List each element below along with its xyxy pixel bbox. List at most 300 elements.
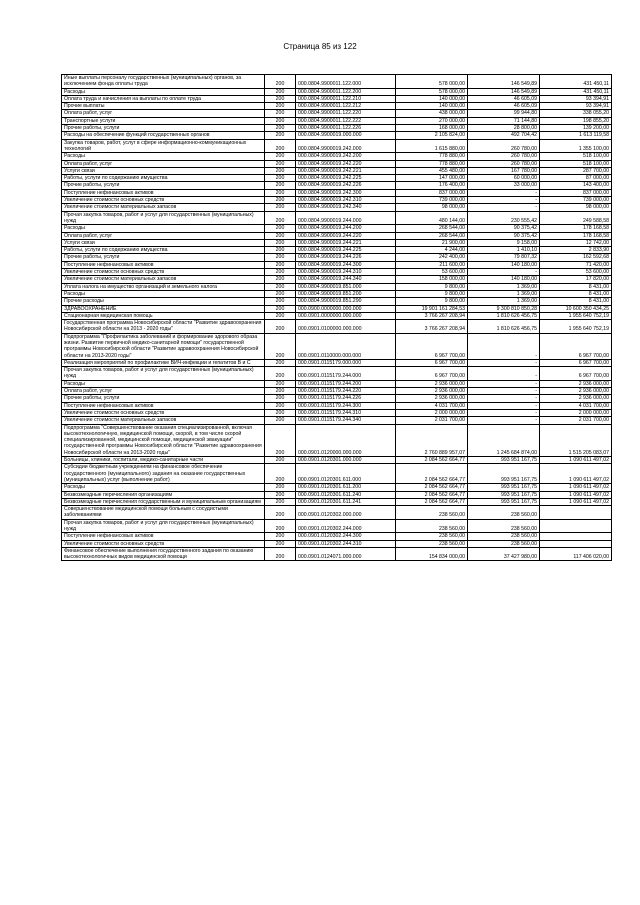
row-classification-code-cell: 000.0901.0115179.244.300 bbox=[296, 402, 396, 409]
row-classification-code-cell: 000.0901.0120301.611.200 bbox=[296, 484, 396, 491]
row-unexecuted-amount-cell: 1 613 119,58 bbox=[540, 132, 612, 139]
row-unexecuted-amount-cell: 518 100,00 bbox=[540, 160, 612, 167]
row-unexecuted-amount-cell bbox=[540, 519, 612, 533]
row-name-cell: Расходы bbox=[62, 153, 265, 160]
row-classification-code-cell: 000.0804.9900019.242.226 bbox=[296, 182, 396, 189]
row-approved-amount-cell: 238 560,00 bbox=[396, 540, 468, 547]
table-row bbox=[62, 189, 612, 196]
table-row bbox=[62, 457, 612, 464]
row-unexecuted-amount-cell: 1 955 640 752,19 bbox=[540, 312, 612, 319]
row-executed-amount-cell: - bbox=[468, 367, 540, 381]
row-approved-amount-cell: 3 766 267 208,94 bbox=[396, 312, 468, 319]
table-row bbox=[62, 305, 612, 312]
row-name-cell: Увеличение стоимости основных средств bbox=[62, 269, 265, 276]
row-name-cell: Прочая закупка товаров, работ и услуг для государственных (муниципальных) нужд bbox=[62, 211, 265, 225]
row-code-cell: 200 bbox=[265, 290, 296, 297]
page-header: Страница 85 из 122 bbox=[283, 42, 357, 51]
row-executed-amount-cell: - bbox=[468, 197, 540, 204]
row-code-cell: 200 bbox=[265, 167, 296, 174]
row-code-cell: 200 bbox=[265, 95, 296, 102]
row-classification-code-cell: 000.0804.9900019.000.000 bbox=[296, 132, 396, 139]
row-name-cell: Прочие работы, услуги bbox=[62, 254, 265, 261]
table-row bbox=[62, 197, 612, 204]
row-code-cell: 200 bbox=[265, 283, 296, 290]
row-executed-amount-cell: 993 951 167,75 bbox=[468, 464, 540, 484]
row-name-cell: Финансовое обеспечение выполнения государственного задания по оказанию высокотехнологичных видов медицинской помощи bbox=[62, 547, 265, 561]
table-row bbox=[62, 424, 612, 456]
row-classification-code-cell: 000.0901.0124071.000.000 bbox=[296, 547, 396, 561]
row-approved-amount-cell: 140 000,00 bbox=[396, 103, 468, 110]
row-unexecuted-amount-cell: 71 420,00 bbox=[540, 261, 612, 268]
row-unexecuted-amount-cell bbox=[540, 540, 612, 547]
row-executed-amount-cell: 1 410,10 bbox=[468, 247, 540, 254]
row-name-cell: Увеличение стоимости основных средств bbox=[62, 409, 265, 416]
row-approved-amount-cell: 739 000,00 bbox=[396, 197, 468, 204]
row-unexecuted-amount-cell: 162 592,68 bbox=[540, 254, 612, 261]
row-executed-amount-cell: 9 300 810 850,28 bbox=[468, 305, 540, 312]
row-code-cell: 200 bbox=[265, 533, 296, 540]
row-classification-code-cell: 000.0804.9900019.851.200 bbox=[296, 290, 396, 297]
table-row bbox=[62, 276, 612, 283]
row-classification-code-cell: 000.0901.0120301.000.000 bbox=[296, 457, 396, 464]
row-unexecuted-amount-cell: 249 588,58 bbox=[540, 211, 612, 225]
row-code-cell: 200 bbox=[265, 197, 296, 204]
row-executed-amount-cell: 238 560,00 bbox=[468, 519, 540, 533]
row-name-cell: Больницы, клиники, госпитали, медико-санитарные части bbox=[62, 457, 265, 464]
row-approved-amount-cell: 2 031 700,00 bbox=[396, 417, 468, 424]
row-code-cell: 200 bbox=[265, 88, 296, 95]
row-executed-amount-cell: 37 427 980,00 bbox=[468, 547, 540, 561]
row-unexecuted-amount-cell: 93 394,91 bbox=[540, 95, 612, 102]
table-row bbox=[62, 239, 612, 246]
row-approved-amount-cell: 98 000,00 bbox=[396, 204, 468, 211]
row-code-cell: 200 bbox=[265, 160, 296, 167]
row-unexecuted-amount-cell: 287 700,00 bbox=[540, 167, 612, 174]
row-executed-amount-cell: 993 951 167,75 bbox=[468, 491, 540, 498]
row-executed-amount-cell: 46 605,09 bbox=[468, 103, 540, 110]
row-approved-amount-cell: 2 084 562 664,77 bbox=[396, 457, 468, 464]
row-approved-amount-cell: 211 600,00 bbox=[396, 261, 468, 268]
row-executed-amount-cell: 1 810 626 456,75 bbox=[468, 312, 540, 319]
row-code-cell: 200 bbox=[265, 312, 296, 319]
row-name-cell: Оплата работ, услуг bbox=[62, 232, 265, 239]
row-code-cell: 200 bbox=[265, 75, 296, 89]
table-row bbox=[62, 395, 612, 402]
row-approved-amount-cell: 238 560,00 bbox=[396, 519, 468, 533]
table-row bbox=[62, 388, 612, 395]
row-code-cell: 200 bbox=[265, 402, 296, 409]
row-name-cell: Увеличение стоимости материальных запасов bbox=[62, 204, 265, 211]
row-executed-amount-cell: - bbox=[468, 388, 540, 395]
row-classification-code-cell: 000.0804.9900019.242.221 bbox=[296, 167, 396, 174]
row-approved-amount-cell: 168 000,00 bbox=[396, 125, 468, 132]
row-unexecuted-amount-cell: 837 000,00 bbox=[540, 189, 612, 196]
row-unexecuted-amount-cell: 1 355 100,00 bbox=[540, 139, 612, 153]
row-name-cell: Прочая закупка товаров, работ и услуг для государственных (муниципальных) нужд bbox=[62, 519, 265, 533]
row-approved-amount-cell: 147 000,00 bbox=[396, 175, 468, 182]
row-unexecuted-amount-cell: 2 031 700,00 bbox=[540, 417, 612, 424]
row-approved-amount-cell: 53 600,00 bbox=[396, 269, 468, 276]
row-executed-amount-cell: - bbox=[468, 269, 540, 276]
row-name-cell: Прочие работы, услуги bbox=[62, 125, 265, 132]
table-row bbox=[62, 409, 612, 416]
row-unexecuted-amount-cell: 178 168,58 bbox=[540, 225, 612, 232]
row-name-cell: Расходы bbox=[62, 290, 265, 297]
row-executed-amount-cell: 993 951 167,75 bbox=[468, 457, 540, 464]
row-code-cell: 200 bbox=[265, 103, 296, 110]
row-classification-code-cell: 000.0804.9900011.122.210 bbox=[296, 95, 396, 102]
row-executed-amount-cell: 1 245 684 874,00 bbox=[468, 424, 540, 456]
row-executed-amount-cell: - bbox=[468, 417, 540, 424]
row-name-cell: Расходы bbox=[62, 88, 265, 95]
row-code-cell: 200 bbox=[265, 132, 296, 139]
row-classification-code-cell: 000.0901.0115179.244.226 bbox=[296, 395, 396, 402]
row-unexecuted-amount-cell: 10 600 350 434,25 bbox=[540, 305, 612, 312]
row-unexecuted-amount-cell: 739 000,00 bbox=[540, 197, 612, 204]
row-name-cell: Прочие работы, услуги bbox=[62, 182, 265, 189]
row-unexecuted-amount-cell: 93 394,91 bbox=[540, 103, 612, 110]
row-classification-code-cell: 000.0804.9900011.122.226 bbox=[296, 125, 396, 132]
row-name-cell: Транспортные услуги bbox=[62, 117, 265, 124]
row-executed-amount-cell: 140 180,00 bbox=[468, 261, 540, 268]
row-classification-code-cell: 000.0804.9900019.242.000 bbox=[296, 139, 396, 153]
table-row bbox=[62, 254, 612, 261]
table-row bbox=[62, 95, 612, 102]
row-approved-amount-cell: 1 615 880,00 bbox=[396, 139, 468, 153]
table-row bbox=[62, 484, 612, 491]
row-classification-code-cell: 000.0804.9900019.242.225 bbox=[296, 175, 396, 182]
row-classification-code-cell: 000.0804.9900019.244.220 bbox=[296, 232, 396, 239]
row-classification-code-cell: 000.0804.9900019.851.000 bbox=[296, 283, 396, 290]
row-executed-amount-cell: 71 144,80 bbox=[468, 117, 540, 124]
row-code-cell: 200 bbox=[265, 247, 296, 254]
row-executed-amount-cell: 238 560,00 bbox=[468, 540, 540, 547]
row-code-cell: 200 bbox=[265, 464, 296, 484]
row-executed-amount-cell: 99 944,80 bbox=[468, 110, 540, 117]
row-approved-amount-cell: 837 000,00 bbox=[396, 189, 468, 196]
row-approved-amount-cell: 2 084 562 664,77 bbox=[396, 491, 468, 498]
table-row bbox=[62, 312, 612, 319]
row-classification-code-cell: 000.0804.9900019.244.221 bbox=[296, 239, 396, 246]
row-approved-amount-cell: 238 560,00 bbox=[396, 506, 468, 520]
table-row bbox=[62, 232, 612, 239]
row-approved-amount-cell: 3 766 267 208,94 bbox=[396, 320, 468, 334]
row-executed-amount-cell: 146 549,89 bbox=[468, 75, 540, 89]
row-executed-amount-cell: 238 560,00 bbox=[468, 533, 540, 540]
table-row bbox=[62, 290, 612, 297]
table-row bbox=[62, 75, 612, 89]
row-code-cell: 200 bbox=[265, 506, 296, 520]
row-code-cell: 200 bbox=[265, 276, 296, 283]
row-name-cell: Прочая закупка товаров, работ и услуг для государственных (муниципальных) нужд bbox=[62, 367, 265, 381]
row-code-cell: 200 bbox=[265, 211, 296, 225]
row-classification-code-cell: 000.0804.9900019.244.000 bbox=[296, 211, 396, 225]
row-code-cell: 200 bbox=[265, 305, 296, 312]
row-approved-amount-cell: 2 105 824,00 bbox=[396, 132, 468, 139]
row-unexecuted-amount-cell: 53 600,00 bbox=[540, 269, 612, 276]
row-name-cell: Поступление нефинансовых активов bbox=[62, 261, 265, 268]
row-name-cell: Стационарная медицинская помощь bbox=[62, 312, 265, 319]
row-classification-code-cell: 000.0804.9900011.122.220 bbox=[296, 110, 396, 117]
row-classification-code-cell: 000.0901.0100000.000.000 bbox=[296, 320, 396, 334]
row-classification-code-cell: 000.0901.0120301.611.241 bbox=[296, 498, 396, 505]
row-executed-amount-cell: 46 605,09 bbox=[468, 95, 540, 102]
row-approved-amount-cell: 6 967 700,00 bbox=[396, 367, 468, 381]
table-row bbox=[62, 320, 612, 334]
row-executed-amount-cell: 993 951 167,75 bbox=[468, 484, 540, 491]
row-approved-amount-cell: 2 084 562 664,77 bbox=[396, 484, 468, 491]
row-code-cell: 200 bbox=[265, 182, 296, 189]
row-code-cell: 200 bbox=[265, 498, 296, 505]
row-code-cell: 200 bbox=[265, 204, 296, 211]
row-classification-code-cell: 000.0804.9900019.242.220 bbox=[296, 160, 396, 167]
table-row bbox=[62, 225, 612, 232]
row-executed-amount-cell: 238 560,00 bbox=[468, 506, 540, 520]
row-approved-amount-cell: 9 800,00 bbox=[396, 298, 468, 305]
row-executed-amount-cell: 1 369,00 bbox=[468, 298, 540, 305]
row-name-cell: Расходы на обеспечение функций государственных органов bbox=[62, 132, 265, 139]
row-code-cell: 200 bbox=[265, 125, 296, 132]
row-code-cell: 200 bbox=[265, 547, 296, 561]
row-approved-amount-cell: 6 967 700,00 bbox=[396, 359, 468, 366]
row-classification-code-cell: 000.0901.0120000.000.000 bbox=[296, 424, 396, 456]
row-name-cell: Уплата налога на имущество организаций и земельного налога bbox=[62, 283, 265, 290]
table-row bbox=[62, 547, 612, 561]
row-code-cell: 200 bbox=[265, 333, 296, 359]
table-row bbox=[62, 491, 612, 498]
row-code-cell: 200 bbox=[265, 417, 296, 424]
row-name-cell: Расходы bbox=[62, 380, 265, 387]
row-approved-amount-cell: 578 000,00 bbox=[396, 75, 468, 89]
row-unexecuted-amount-cell: 2 833,90 bbox=[540, 247, 612, 254]
row-code-cell: 200 bbox=[265, 261, 296, 268]
row-code-cell: 200 bbox=[265, 298, 296, 305]
table-row bbox=[62, 333, 612, 359]
row-unexecuted-amount-cell: 117 406 020,00 bbox=[540, 547, 612, 561]
table-row bbox=[62, 519, 612, 533]
row-code-cell: 200 bbox=[265, 367, 296, 381]
row-code-cell: 200 bbox=[265, 359, 296, 366]
table-row bbox=[62, 182, 612, 189]
row-name-cell: Совершенствование медицинской помощи больным с сосудистыми заболеваниями bbox=[62, 506, 265, 520]
row-code-cell: 200 bbox=[265, 153, 296, 160]
row-executed-amount-cell: 167 780,00 bbox=[468, 167, 540, 174]
row-approved-amount-cell: 158 000,00 bbox=[396, 276, 468, 283]
row-executed-amount-cell: 146 549,89 bbox=[468, 88, 540, 95]
row-executed-amount-cell: - bbox=[468, 402, 540, 409]
row-executed-amount-cell: 230 555,42 bbox=[468, 211, 540, 225]
row-unexecuted-amount-cell: 2 936 000,00 bbox=[540, 380, 612, 387]
row-executed-amount-cell: - bbox=[468, 395, 540, 402]
row-classification-code-cell: 000.0804.9900019.244.226 bbox=[296, 254, 396, 261]
row-code-cell: 200 bbox=[265, 175, 296, 182]
row-code-cell: 200 bbox=[265, 491, 296, 498]
row-code-cell: 200 bbox=[265, 395, 296, 402]
row-code-cell: 200 bbox=[265, 239, 296, 246]
row-approved-amount-cell: 2 936 000,00 bbox=[396, 388, 468, 395]
row-classification-code-cell: 000.0901.0120302.000.000 bbox=[296, 506, 396, 520]
row-code-cell: 200 bbox=[265, 117, 296, 124]
table-row bbox=[62, 359, 612, 366]
row-name-cell: Субсидии бюджетным учреждениям на финансовое обеспечение государственного (муниципального) задания на оказание государственных (муниципальных) услуг (выполнение работ) bbox=[62, 464, 265, 484]
row-approved-amount-cell: 154 834 000,00 bbox=[396, 547, 468, 561]
row-classification-code-cell: 000.0901.0110000.000.000 bbox=[296, 333, 396, 359]
row-name-cell: Услуги связи bbox=[62, 239, 265, 246]
row-classification-code-cell: 000.0901.0120301.611.240 bbox=[296, 491, 396, 498]
row-classification-code-cell: 000.0901.0115179.244.340 bbox=[296, 417, 396, 424]
row-unexecuted-amount-cell: 1 090 611 497,02 bbox=[540, 457, 612, 464]
row-unexecuted-amount-cell: 1 090 611 497,02 bbox=[540, 498, 612, 505]
table-row bbox=[62, 247, 612, 254]
row-name-cell: Реализация мероприятий по профилактике ВИЧ-инфекции и гепатитов В и С bbox=[62, 359, 265, 366]
row-executed-amount-cell: 9 158,00 bbox=[468, 239, 540, 246]
row-code-cell: 200 bbox=[265, 457, 296, 464]
table-row bbox=[62, 117, 612, 124]
row-classification-code-cell: 000.0804.9900019.242.310 bbox=[296, 197, 396, 204]
row-unexecuted-amount-cell: 431 450,11 bbox=[540, 75, 612, 89]
row-name-cell: Подпрограмма "Профилактика заболеваний и формирование здорового образа жизни. Развитие первичной медико-санитарной помощи" государственной программы Новосибирской области "Развитие здравоохранения Новосибирской области на 2013-2020 годы" bbox=[62, 333, 265, 359]
table-row bbox=[62, 533, 612, 540]
row-unexecuted-amount-cell: 518 100,00 bbox=[540, 153, 612, 160]
table-row bbox=[62, 269, 612, 276]
row-name-cell: Расходы bbox=[62, 225, 265, 232]
row-classification-code-cell: 000.0901.0115179.244.000 bbox=[296, 367, 396, 381]
row-classification-code-cell: 000.0901.0115179.000.000 bbox=[296, 359, 396, 366]
row-name-cell: Увеличение стоимости основных средств bbox=[62, 540, 265, 547]
row-unexecuted-amount-cell: 6 967 700,00 bbox=[540, 359, 612, 366]
row-name-cell: Работы, услуги по содержанию имущества bbox=[62, 247, 265, 254]
row-executed-amount-cell: 28 800,00 bbox=[468, 125, 540, 132]
table-row bbox=[62, 88, 612, 95]
row-unexecuted-amount-cell: 12 742,00 bbox=[540, 239, 612, 246]
row-unexecuted-amount-cell: 6 967 700,00 bbox=[540, 333, 612, 359]
row-classification-code-cell: 000.0901.0120302.244.300 bbox=[296, 533, 396, 540]
table-row bbox=[62, 261, 612, 268]
row-code-cell: 200 bbox=[265, 409, 296, 416]
row-approved-amount-cell: 2 936 000,00 bbox=[396, 380, 468, 387]
table-row bbox=[62, 498, 612, 505]
row-name-cell: Услуги связи bbox=[62, 167, 265, 174]
row-name-cell: Прочие выплаты bbox=[62, 103, 265, 110]
table-row bbox=[62, 380, 612, 387]
row-approved-amount-cell: 238 560,00 bbox=[396, 533, 468, 540]
row-unexecuted-amount-cell: 6 967 700,00 bbox=[540, 367, 612, 381]
row-unexecuted-amount-cell: 338 055,20 bbox=[540, 110, 612, 117]
row-name-cell: Оплата работ, услуг bbox=[62, 110, 265, 117]
row-unexecuted-amount-cell bbox=[540, 506, 612, 520]
row-approved-amount-cell: 2 936 000,00 bbox=[396, 395, 468, 402]
row-approved-amount-cell: 21 900,00 bbox=[396, 239, 468, 246]
row-name-cell: Увеличение стоимости основных средств bbox=[62, 197, 265, 204]
row-executed-amount-cell: 90 375,42 bbox=[468, 232, 540, 239]
row-name-cell: ЗДРАВООХРАНЕНИЕ bbox=[62, 305, 265, 312]
row-executed-amount-cell: - bbox=[468, 409, 540, 416]
row-unexecuted-amount-cell: 139 200,00 bbox=[540, 125, 612, 132]
table-row bbox=[62, 153, 612, 160]
row-approved-amount-cell: 455 480,00 bbox=[396, 167, 468, 174]
row-classification-code-cell: 000.0804.9900019.244.340 bbox=[296, 276, 396, 283]
row-executed-amount-cell: - bbox=[468, 359, 540, 366]
row-classification-code-cell: 000.0901.0115179.244.220 bbox=[296, 388, 396, 395]
row-approved-amount-cell: 480 144,00 bbox=[396, 211, 468, 225]
row-unexecuted-amount-cell: 143 400,00 bbox=[540, 182, 612, 189]
row-name-cell: Увеличение стоимости материальных запасов bbox=[62, 276, 265, 283]
row-unexecuted-amount-cell: 1 090 611 497,02 bbox=[540, 491, 612, 498]
row-classification-code-cell: 000.0804.9900019.242.300 bbox=[296, 189, 396, 196]
table-row bbox=[62, 103, 612, 110]
row-approved-amount-cell: 778 880,00 bbox=[396, 153, 468, 160]
row-unexecuted-amount-cell: 1 515 205 083,07 bbox=[540, 424, 612, 456]
row-code-cell: 200 bbox=[265, 540, 296, 547]
row-unexecuted-amount-cell: 1 090 611 497,02 bbox=[540, 464, 612, 484]
row-executed-amount-cell: 1 369,00 bbox=[468, 283, 540, 290]
row-executed-amount-cell: - bbox=[468, 380, 540, 387]
row-approved-amount-cell: 2 000 000,00 bbox=[396, 409, 468, 416]
row-approved-amount-cell: 270 000,00 bbox=[396, 117, 468, 124]
row-executed-amount-cell: 1 810 626 456,75 bbox=[468, 320, 540, 334]
row-name-cell: Оплата работ, услуг bbox=[62, 388, 265, 395]
row-name-cell: Прочие работы, услуги bbox=[62, 395, 265, 402]
row-unexecuted-amount-cell: 4 031 700,00 bbox=[540, 402, 612, 409]
row-classification-code-cell: 000.0804.9900011.122.212 bbox=[296, 103, 396, 110]
table-row bbox=[62, 160, 612, 167]
row-approved-amount-cell: 2 084 562 664,77 bbox=[396, 464, 468, 484]
row-approved-amount-cell: 268 544,00 bbox=[396, 225, 468, 232]
table-row bbox=[62, 167, 612, 174]
row-classification-code-cell: 000.0901.0115179.244.310 bbox=[296, 409, 396, 416]
row-approved-amount-cell: 578 000,00 bbox=[396, 88, 468, 95]
row-name-cell: Поступление нефинансовых активов bbox=[62, 402, 265, 409]
table-row bbox=[62, 402, 612, 409]
row-approved-amount-cell: 4 244,00 bbox=[396, 247, 468, 254]
row-code-cell: 200 bbox=[265, 519, 296, 533]
row-approved-amount-cell: 9 800,00 bbox=[396, 290, 468, 297]
row-unexecuted-amount-cell: 431 450,11 bbox=[540, 88, 612, 95]
row-executed-amount-cell: 260 780,00 bbox=[468, 153, 540, 160]
row-classification-code-cell: 000.0804.9900019.242.340 bbox=[296, 204, 396, 211]
row-code-cell: 200 bbox=[265, 225, 296, 232]
table-row bbox=[62, 298, 612, 305]
row-name-cell: Безвозмездные перечисления государственным и муниципальным организациям bbox=[62, 498, 265, 505]
row-unexecuted-amount-cell: 17 820,00 bbox=[540, 276, 612, 283]
row-name-cell: Оплата работ, услуг bbox=[62, 160, 265, 167]
row-approved-amount-cell: 19 901 161 284,53 bbox=[396, 305, 468, 312]
row-approved-amount-cell: 2 084 562 664,77 bbox=[396, 498, 468, 505]
row-executed-amount-cell: 1 369,00 bbox=[468, 290, 540, 297]
row-classification-code-cell: 000.0901.0120302.244.000 bbox=[296, 519, 396, 533]
row-name-cell: Государственная программа Новосибирской области "Развитие здравоохранения Новосибирской области на 2013 - 2020 годы" bbox=[62, 320, 265, 334]
row-unexecuted-amount-cell: 178 168,58 bbox=[540, 232, 612, 239]
table-row bbox=[62, 211, 612, 225]
row-classification-code-cell: 000.0804.9900011.122.000 bbox=[296, 75, 396, 89]
row-classification-code-cell: 000.0804.9900019.244.300 bbox=[296, 261, 396, 268]
row-unexecuted-amount-cell: 2 000 000,00 bbox=[540, 409, 612, 416]
row-classification-code-cell: 000.0804.9900019.851.290 bbox=[296, 298, 396, 305]
row-name-cell: Расходы bbox=[62, 484, 265, 491]
row-unexecuted-amount-cell: 8 431,00 bbox=[540, 298, 612, 305]
row-unexecuted-amount-cell: 1 955 640 752,19 bbox=[540, 320, 612, 334]
row-unexecuted-amount-cell bbox=[540, 533, 612, 540]
row-unexecuted-amount-cell: 2 936 000,00 bbox=[540, 395, 612, 402]
row-classification-code-cell: 000.0900.0000000.000.000 bbox=[296, 305, 396, 312]
table-row bbox=[62, 283, 612, 290]
table-row bbox=[62, 464, 612, 484]
row-code-cell: 200 bbox=[265, 110, 296, 117]
row-classification-code-cell: 000.0901.0000000.000.000 bbox=[296, 312, 396, 319]
row-unexecuted-amount-cell: 2 936 000,00 bbox=[540, 388, 612, 395]
row-name-cell: Подпрограмма "Совершенствование оказания специализированной, включая высокотехнологичную, медицинской помощи, скорой, в том числе скорой специализированной, медицинской помощи, медицинской эвакуации" государственной программы Новосибирской области "Развитие здравоохранения Новосибирской области на 2013-2020 годы" bbox=[62, 424, 265, 456]
row-name-cell: Работы, услуги по содержанию имущества bbox=[62, 175, 265, 182]
